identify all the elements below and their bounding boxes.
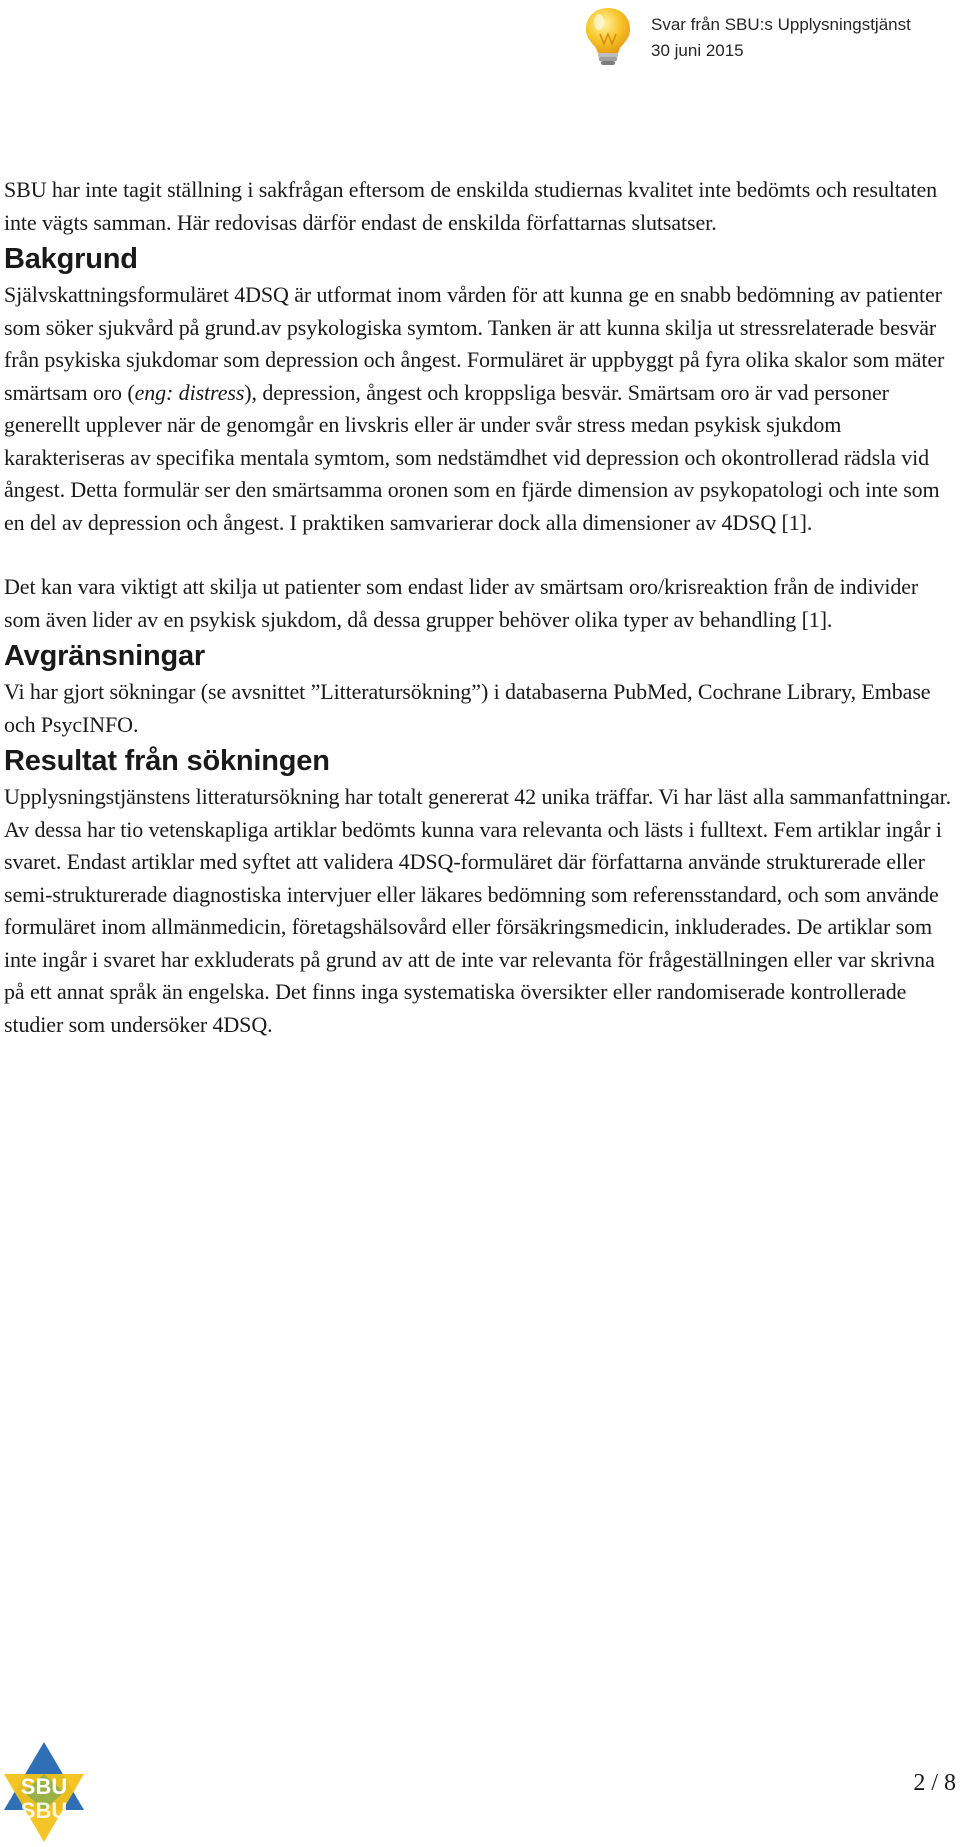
- sbu-logo: [2, 1740, 86, 1844]
- bakgrund-text-b: ), depression, ångest och kroppsliga besvär. Smärtsam oro är vad personer generellt upplever när de genomgår en livskris eller är under svår stress medan psykisk sjukdom karakteriseras av specifika mentala symtom, som nedstämdhet vid depression och okontrollerad rädsla vid ångest. Detta formulär ser den smärtsamma oronen som en fjärde dimension av psykopatologi och inte som en del av depression och ångest. I praktiken samvarierar dock alla dimensioner av 4DSQ [1].: [4, 379, 940, 535]
- lightbulb-icon: [578, 4, 638, 68]
- bakgrund-text-a: Självskattningsformuläret 4DSQ är utformat inom vården för att kunna ge en snabb bedömning av patienter som söker sjukvård på grund.av psykologiska symtom. Tanken är att kunna skilja ut stressrelaterade besvär från psykiska sjukdomar som depression och ångest. Formuläret är uppbyggt på fyra olika skalor som mäter smärtsam oro (: [4, 282, 945, 405]
- page-header: [578, 4, 958, 64]
- intro-paragraph: SBU har inte tagit ställning i sakfrågan eftersom de enskilda studiernas kvalitet inte bedömts och resultaten inte vägts samman. Här redovisas därför endast de enskilda författarnas slutsatser.: [4, 177, 938, 235]
- bakgrund-text-italic: eng: distress: [134, 379, 245, 405]
- header-title: Svar från SBU:s Upplysningstjänst: [651, 15, 911, 34]
- bakgrund-paragraph-2: Det kan vara viktigt att skilja ut patienter som endast lider av smärtsam oro/krisreaktion från de individer som även lider av en psykisk sjukdom, då dessa grupper behöver olika typer av behandling [1].: [4, 574, 919, 632]
- header-date: 30 juni 2015: [651, 41, 744, 60]
- avgransningar-paragraph: Vi har gjort sökningar (se avsnittet ”Litteratursökning”) i databaserna PubMed, Cochrane Library, Embase och PsycINFO.: [4, 679, 931, 737]
- header-text: [651, 12, 911, 64]
- document-body: [4, 174, 956, 1041]
- heading-avgransningar: Avgränsningar: [4, 640, 205, 672]
- page-number: 2 / 8: [913, 1770, 956, 1796]
- heading-resultat: Resultat från sökningen: [4, 745, 330, 777]
- paragraph-gap: [4, 539, 956, 571]
- logo-text-bottom: SBU: [20, 1798, 68, 1823]
- bakgrund-paragraph-1: [4, 279, 956, 539]
- heading-bakgrund: Bakgrund: [4, 243, 138, 275]
- resultat-paragraph: Upplysningstjänstens litteratursökning har totalt genererat 42 unika träffar. Vi har läst alla sammanfattningar. Av dessa har tio vetenskapliga artiklar bedömts kunna vara relevanta och lästs i fulltext. Fem artiklar ingår i svaret. Endast artiklar med syftet att validera 4DSQ-formuläret där författarna använde strukturerade eller semi-strukturerade diagnostiska intervjuer eller läkares bedömning som referensstandard, och som använde formuläret inom allmänmedicin, företagshälsovård eller försäkringsmedicin, inkluderades. De artiklar som inte ingår i svaret har exkluderats på grund av att de inte var relevanta för frågeställningen eller var skrivna på ett annat språk än engelska. Det finns inga systematiska översikter eller randomiserade kontrollerade studier som undersöker 4DSQ.: [4, 784, 952, 1037]
- logo-text-top: SBU: [20, 1774, 68, 1799]
